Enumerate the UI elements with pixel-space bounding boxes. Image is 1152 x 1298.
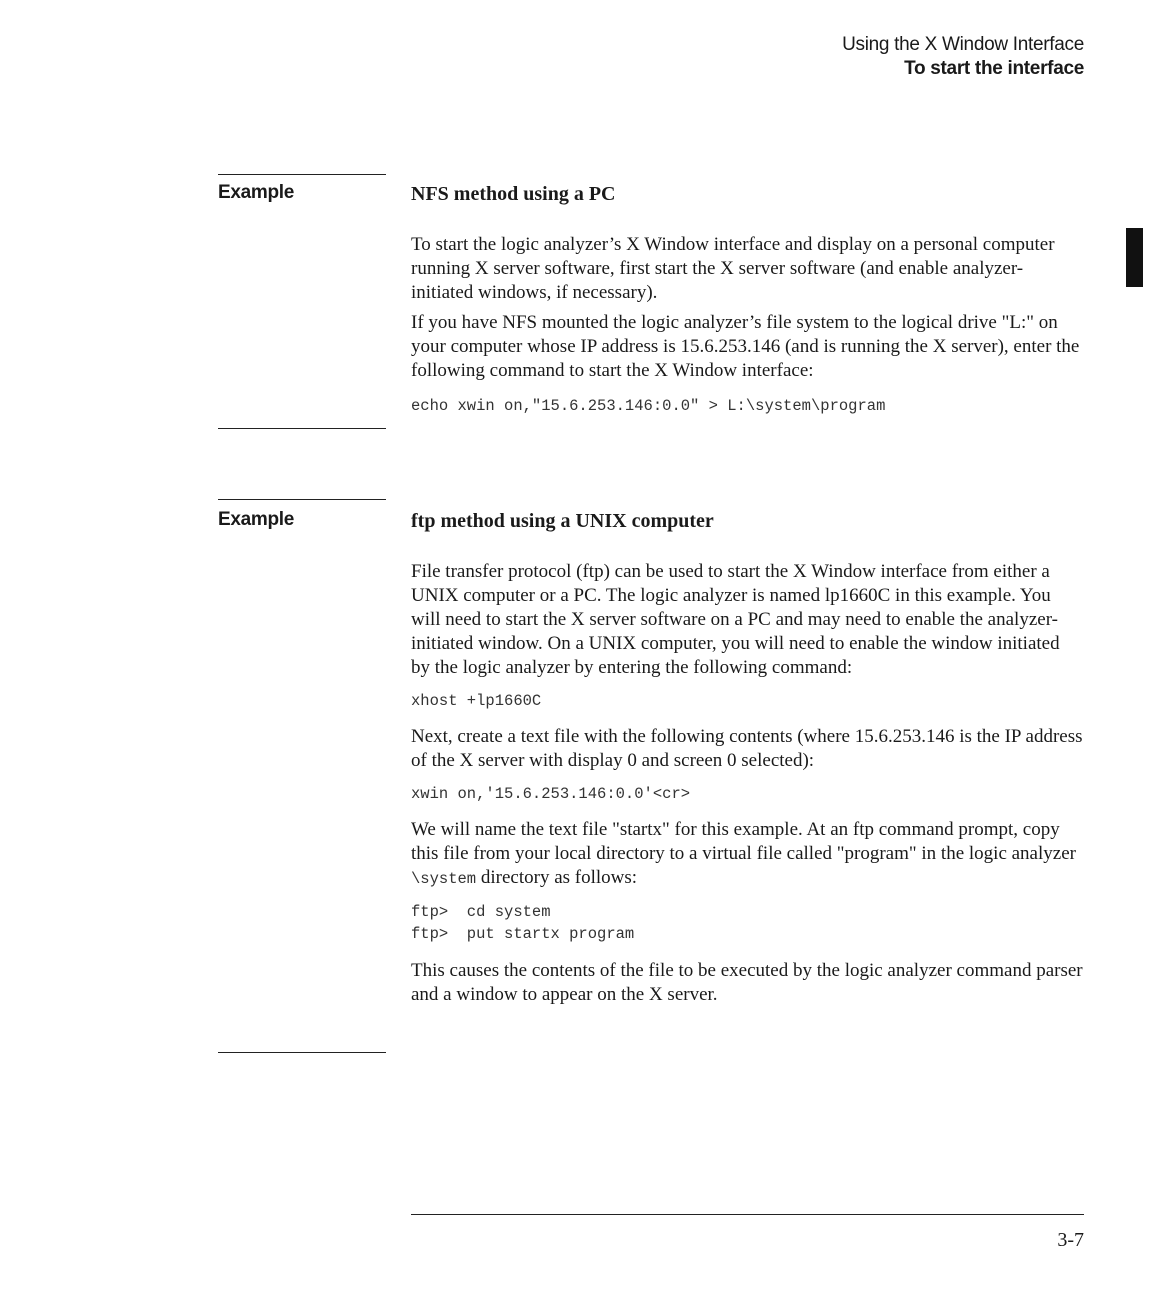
- example-label: Example: [218, 509, 295, 530]
- paragraph: This causes the contents of the file to be executed by the logic analyzer command parser and a window to appear on the X server.: [411, 960, 1083, 1005]
- example-nfs-body: [411, 181, 1083, 417]
- ftp-command-line: ftp> cd system: [411, 903, 551, 921]
- running-header: [842, 33, 1084, 81]
- page-number: 3-7: [1057, 1229, 1084, 1251]
- example-top-rule: [218, 499, 386, 500]
- example-ftp-body: [411, 508, 1083, 1007]
- command-line: echo xwin on,"15.6.253.146:0.0" > L:\system\program: [411, 397, 886, 415]
- paragraph-text: directory as follows:: [476, 867, 638, 888]
- section-title: To start the interface: [904, 58, 1084, 79]
- paragraph: To start the logic analyzer’s X Window interface and display on a personal computer running X server software, first start the X server software (and enable analyzer-initiated windows, if necessary).: [411, 234, 1055, 303]
- example-label: Example: [218, 182, 295, 203]
- paragraph: [411, 818, 1083, 891]
- inline-code: \system: [411, 870, 477, 888]
- paragraph: File transfer protocol (ftp) can be used to start the X Window interface from either a UNIX computer or a PC. The logic analyzer is named lp1660C in this example. You will need to start the X server software on a PC and may need to enable the analyzer-initiated window. On a UNIX computer, you will need to enable the window initiated by the logic analyzer by entering the following command:: [411, 561, 1060, 678]
- paragraph-text: We will name the text file "startx" for this example. At an ftp command prompt, copy this file from your local directory to a virtual file called "program" in the logic analyzer: [411, 819, 1076, 864]
- chapter-title: Using the X Window Interface: [842, 34, 1084, 55]
- paragraph: Next, create a text file with the following contents (where 15.6.253.146 is the IP address of the X server with display 0 and screen 0 selected):: [411, 726, 1083, 771]
- paragraph: If you have NFS mounted the logic analyzer’s file system to the logical drive "L:" on your computer whose IP address is 15.6.253.146 (and is running the X server), enter the following command to start the X Window interface:: [411, 312, 1080, 381]
- command-line: xhost +lp1660C: [411, 692, 542, 710]
- ftp-command-line: ftp> put startx program: [411, 925, 635, 943]
- example-title: ftp method using a UNIX computer: [411, 510, 714, 532]
- file-contents: xwin on,'15.6.253.146:0.0'<cr>: [411, 785, 691, 803]
- footer-rule: [411, 1214, 1084, 1215]
- chapter-tab-marker: [1126, 228, 1143, 287]
- example-title: NFS method using a PC: [411, 183, 616, 205]
- example-bottom-rule: [218, 428, 386, 429]
- example-bottom-rule: [218, 1052, 386, 1053]
- example-top-rule: [218, 174, 386, 175]
